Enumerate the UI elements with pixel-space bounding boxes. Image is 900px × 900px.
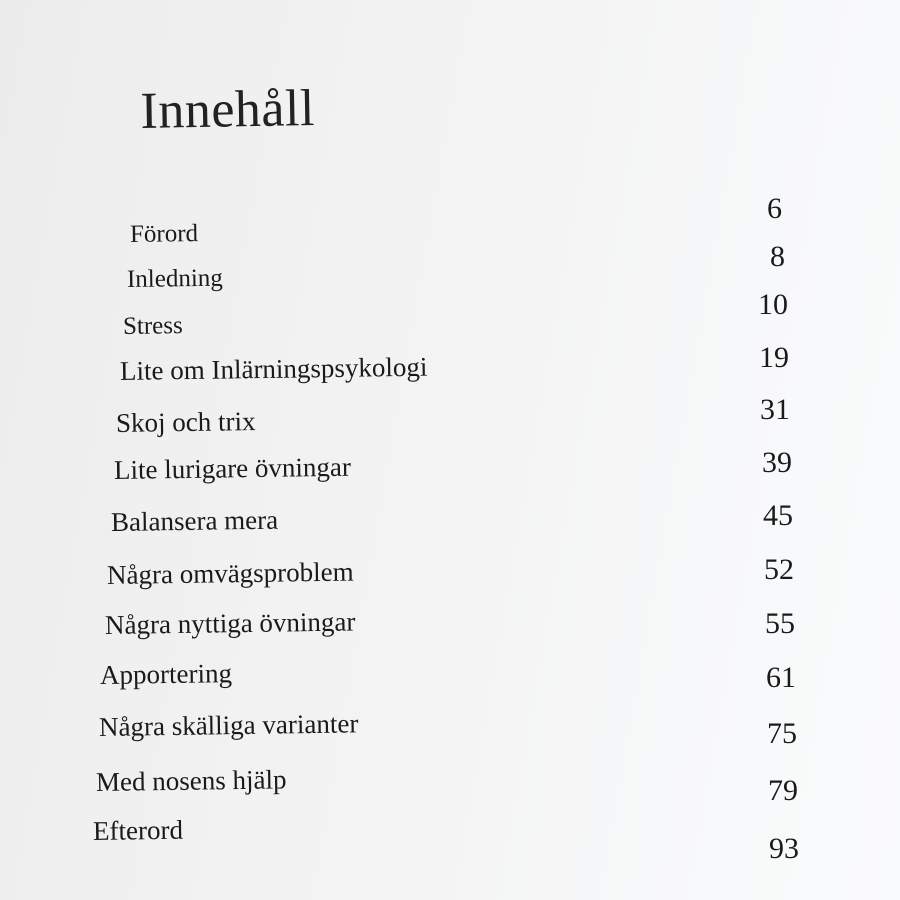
- toc-entry-label: Skoj och trix: [115, 406, 256, 438]
- toc-entry-label: Några omvägsproblem: [106, 556, 354, 590]
- toc-entry-label: Förord: [129, 220, 199, 248]
- toc-entry-page: 6: [767, 192, 782, 225]
- toc-entry-label: Lite om Inlärningspsykologi: [119, 351, 428, 386]
- toc-entry-label: Några skälliga varianter: [98, 708, 359, 742]
- toc-entry-label: Några nyttiga övningar: [104, 606, 356, 640]
- toc-entry-label: Efterord: [92, 814, 184, 846]
- toc-entry-label: Balansera mera: [110, 504, 279, 537]
- toc-entry-label: Stress: [122, 312, 183, 340]
- toc-entry-page: 19: [759, 341, 789, 374]
- toc-entry-page: 55: [765, 607, 795, 640]
- toc-entry-label: Apportering: [99, 658, 233, 690]
- page-title: Innehåll: [140, 79, 316, 140]
- toc-entry-page: 93: [769, 832, 799, 865]
- toc-entry-page: 31: [760, 393, 790, 426]
- toc-entry-page: 10: [758, 288, 788, 321]
- toc-entry-page: 45: [763, 499, 793, 532]
- toc-entry-page: 52: [764, 553, 794, 586]
- toc-entry-label: Inledning: [126, 264, 224, 293]
- toc-entry-page: 39: [762, 446, 792, 479]
- toc-entry-label: Lite lurigare övningar: [113, 451, 352, 485]
- toc-entry-label: Med nosens hjälp: [95, 764, 287, 797]
- toc-entry-page: 61: [766, 661, 796, 694]
- toc-entry-page: 8: [770, 240, 785, 273]
- toc-entry-page: 79: [768, 774, 798, 807]
- toc-entry-page: 75: [767, 717, 797, 750]
